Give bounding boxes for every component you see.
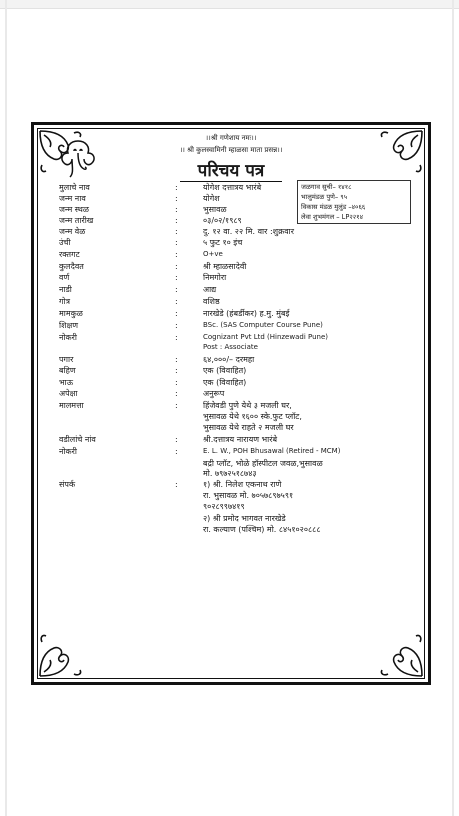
detail-separator: : bbox=[175, 309, 178, 318]
corner-ornament-icon bbox=[372, 626, 428, 682]
invocation-line-2: ।। श्री कुलस्वामिनी म्हाळसा माता प्रसन्न।। bbox=[179, 146, 283, 154]
detail-label: संपर्क bbox=[59, 480, 76, 489]
detail-separator: : bbox=[175, 355, 178, 364]
detail-separator: : bbox=[175, 183, 178, 192]
detail-separator: : bbox=[175, 447, 178, 456]
detail-value: Cognizant Pvt Ltd (Hinzewadi Pune) bbox=[203, 333, 329, 341]
detail-label: गोत्र bbox=[59, 297, 70, 306]
detail-separator: : bbox=[175, 250, 178, 259]
registration-line: विकास मंडळ मुलुंड –४०६६ bbox=[301, 203, 366, 211]
detail-value: BSc. (SAS Computer Course Pune) bbox=[203, 321, 323, 329]
detail-separator: : bbox=[175, 321, 178, 330]
detail-label: कुलदैवत bbox=[59, 262, 84, 271]
detail-value: निमगोरा bbox=[203, 273, 227, 282]
detail-value: श्री.दत्तात्रय नारायण भारंबे bbox=[203, 435, 278, 444]
detail-value: रा. भुसावळ मो. ७०५७८९७५९१ bbox=[203, 491, 294, 500]
detail-label: अपेक्षा bbox=[59, 389, 78, 398]
detail-label: नोकरी bbox=[59, 333, 77, 342]
detail-separator: : bbox=[175, 216, 178, 225]
left-gutter-line bbox=[5, 0, 7, 816]
detail-value: एक (विवाहित) bbox=[203, 378, 247, 387]
detail-label: वडीलांचे नांव bbox=[59, 435, 96, 444]
detail-value: योगेश bbox=[203, 194, 220, 203]
detail-value: वशिष्ठ bbox=[203, 297, 220, 306]
detail-label: नोकरी bbox=[59, 447, 77, 456]
registration-line: भालुमंडळ पुणे– ९५ bbox=[301, 193, 348, 201]
detail-value: १) श्री. निलेश एकनाथ राणे bbox=[203, 480, 282, 489]
detail-value: भुसावळ येथे राहते २ मजली घर bbox=[203, 423, 294, 432]
detail-value: श्री म्हाळसादेवी bbox=[203, 262, 247, 271]
detail-value: हिंजेवडी पुणे येथे ३ मजली घर, bbox=[203, 401, 292, 410]
detail-label: पगार bbox=[59, 355, 74, 364]
detail-separator: : bbox=[175, 378, 178, 387]
detail-label: मुलाचे नाव bbox=[59, 183, 90, 192]
detail-value: नारखेडे (हंबर्डीकर) ह.मु. मुंबई bbox=[203, 309, 290, 318]
page-title: परिचय पत्र bbox=[34, 158, 428, 181]
detail-value: एक (विवाहित) bbox=[203, 366, 247, 375]
detail-value: दु. १२ वा. २२ मि. वार :शुक्रवार bbox=[203, 227, 295, 236]
biodata-document bbox=[31, 122, 431, 685]
detail-value: E. L. W., POH Bhusawal (Retired - MCM) bbox=[203, 447, 341, 455]
detail-value: रा. कल्याण (पश्चिम) मो. ८४५१०२०८८८ bbox=[203, 525, 321, 534]
registration-line: लेवा शुभमंगल – LP२२१४ bbox=[301, 213, 364, 221]
detail-value: अनुरूप bbox=[203, 389, 225, 398]
detail-value: मो. ७९७२५१८७४३ bbox=[203, 469, 257, 478]
detail-label: रक्तगट bbox=[59, 250, 80, 259]
detail-separator: : bbox=[175, 205, 178, 214]
detail-label: उंची bbox=[59, 238, 71, 247]
registration-box bbox=[297, 180, 411, 224]
detail-value: आद्य bbox=[203, 285, 217, 294]
detail-separator: : bbox=[175, 435, 178, 444]
detail-label: जन्म नाव bbox=[59, 194, 86, 203]
detail-label: जन्म तारीख bbox=[59, 216, 94, 225]
right-gutter-line bbox=[452, 0, 454, 816]
detail-separator: : bbox=[175, 194, 178, 203]
invocation-line-1: ।।श्री गणेशाय नमः।। bbox=[205, 134, 257, 142]
detail-label: मामकुळ bbox=[59, 309, 83, 318]
detail-label: नाडी bbox=[59, 285, 72, 294]
detail-label: शिक्षण bbox=[59, 321, 79, 330]
detail-value: ०३/०२/१९८९ bbox=[203, 216, 242, 225]
detail-separator: : bbox=[175, 227, 178, 236]
corner-ornament-icon bbox=[34, 626, 90, 682]
detail-separator: : bbox=[175, 238, 178, 247]
registration-line: जळगाव सुची– १४१८ bbox=[301, 183, 352, 191]
detail-value: ५ फुट १० इंच bbox=[203, 238, 243, 247]
detail-value: Post : Associate bbox=[203, 343, 258, 351]
detail-label: जन्म वेळ bbox=[59, 227, 86, 236]
detail-value: ६४,०००/– दरमहा bbox=[203, 355, 255, 364]
detail-label: भाऊ bbox=[59, 378, 73, 387]
detail-separator: : bbox=[175, 366, 178, 375]
detail-separator: : bbox=[175, 401, 178, 410]
viewer-top-bar bbox=[0, 0, 459, 9]
detail-separator: : bbox=[175, 273, 178, 282]
detail-label: वर्ण bbox=[59, 273, 70, 282]
detail-value: योगेश दत्तात्रय भारंबे bbox=[203, 183, 262, 192]
detail-separator: : bbox=[175, 480, 178, 489]
detail-separator: : bbox=[175, 262, 178, 271]
detail-value: बद्री प्लॉट, भोळे हॉस्पीटल जवळ,भुसावळ bbox=[203, 459, 323, 468]
detail-label: जन्म स्थळ bbox=[59, 205, 89, 214]
detail-value: २) श्री प्रमोद भागवत नारखेडे bbox=[203, 514, 286, 523]
detail-value: भुसावळ येथे १६०० स्के.फुट प्लॉट, bbox=[203, 412, 302, 421]
detail-value: O+ve bbox=[203, 250, 223, 258]
detail-separator: : bbox=[175, 297, 178, 306]
detail-separator: : bbox=[175, 285, 178, 294]
detail-label: मालमत्ता bbox=[59, 401, 84, 410]
detail-value: ९०२८९९७४१९ bbox=[203, 502, 245, 511]
detail-value: भुसावळ bbox=[203, 205, 227, 214]
detail-separator: : bbox=[175, 389, 178, 398]
detail-label: बहिण bbox=[59, 366, 76, 375]
detail-separator: : bbox=[175, 333, 178, 342]
